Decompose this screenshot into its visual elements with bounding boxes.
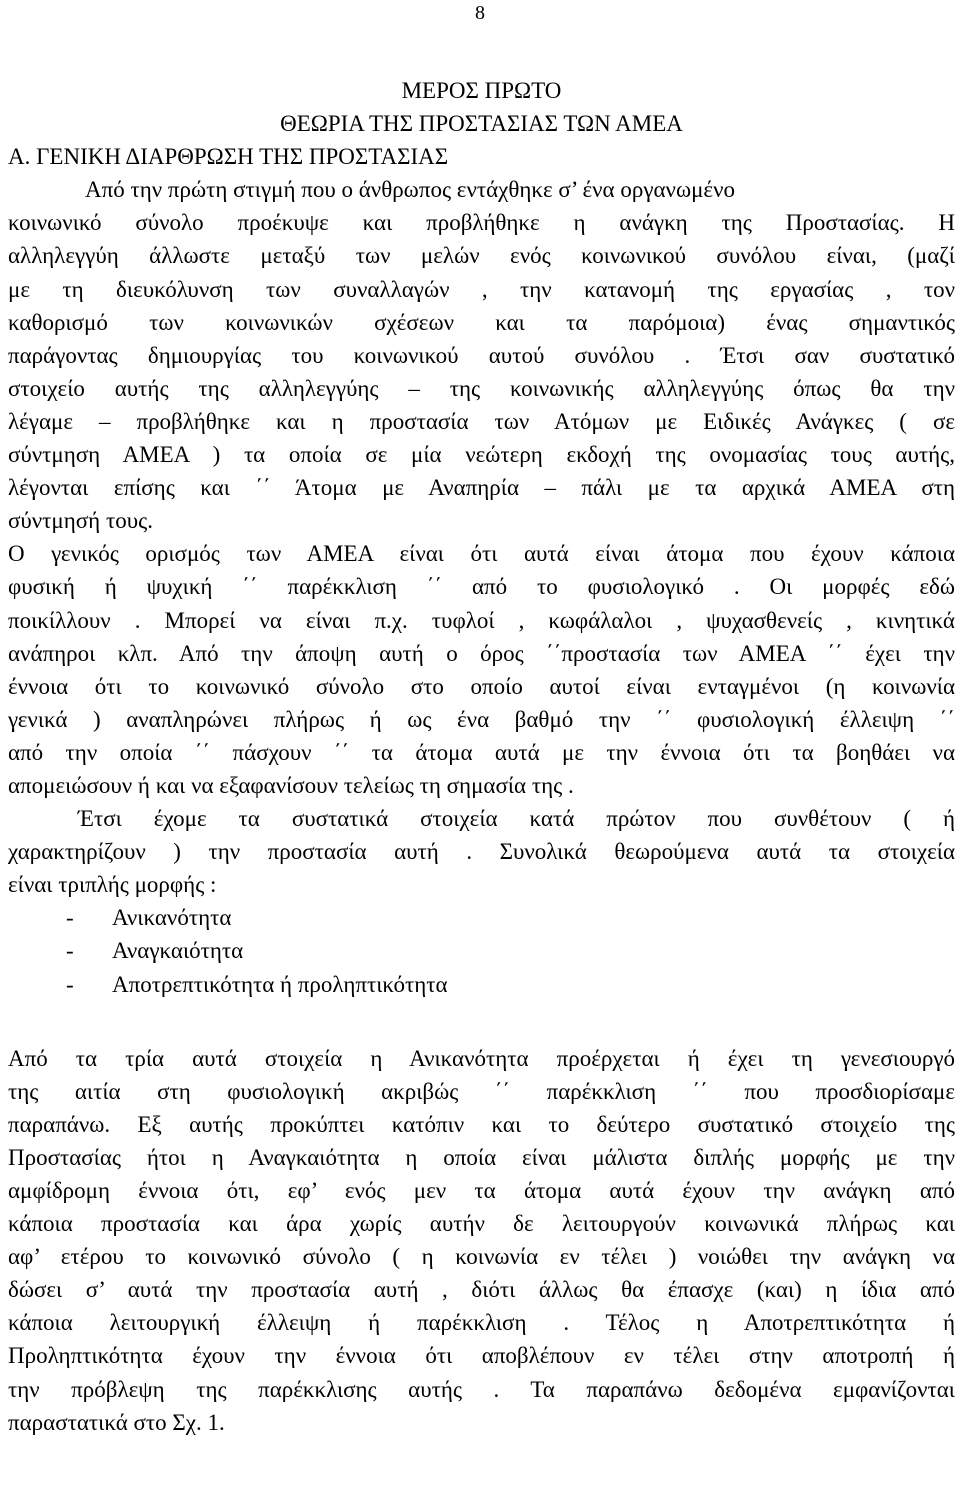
theory-title: ΘΕΩΡΙΑ ΤΗΣ ΠΡΟΣΤΑΣΙΑΣ ΤΩΝ ΑΜΕΑ <box>280 111 683 137</box>
paragraph-line: κάποια λειτουργική έλλειψη ή παρέκκλιση . Τέλος η Αποτρεπτικότητα ή <box>8 1310 955 1336</box>
paragraph-line: φυσική ή ψυχική ΄΄ παρέκκλιση ΄΄ από το φυσιολογικό . Οι μορφές εδώ <box>8 574 955 600</box>
paragraph-line: έννοια ότι το κοινωνικό σύνολο στο οποίο αυτοί είναι ενταγμένοι (η κοινωνία <box>8 673 955 699</box>
paragraph-line: αφ’ ετέρου το κοινωνικό σύνολο ( η κοινωνία εν τέλει ) νοιώθει την ανάγκη να <box>8 1244 955 1270</box>
section-title: Α. ΓΕΝΙΚΗ ΔΙΑΡΘΡΩΣΗ ΤΗΣ ΠΡΟΣΤΑΣΙΑΣ <box>8 144 449 170</box>
part-title: ΜΕΡΟΣ ΠΡΩΤΟ <box>401 78 562 103</box>
paragraph-line: αλληλεγγύη άλλωστε μεταξύ των μελών ενός κοινωνικού συνόλου είναι, (μαζί <box>8 243 955 269</box>
paragraph-line: κάποια προστασία και άρα χωρίς αυτήν δε λειτουργούν κοινωνικά πλήρως και <box>8 1211 955 1237</box>
paragraph-line: με τη διευκόλυνση των συναλλαγών , την κατανομή της εργασίας , τον <box>8 276 955 302</box>
document-content <box>8 74 955 1439</box>
paragraph-line: καθορισμό των κοινωνικών σχέσεων και τα παρόμοια) ένας σημαντικός <box>8 309 955 335</box>
paragraph-line: Έτσι έχομε τα συστατικά στοιχεία κατά πρώτον που συνθέτουν ( ή <box>78 806 955 832</box>
paragraph-line: σύντμηση ΑΜΕΑ ) τα οποία σε μία νεώτερη εκδοχή της ονομασίας τους αυτής, <box>8 442 955 468</box>
paragraph-line: Από τα τρία αυτά στοιχεία η Ανικανότητα προέρχεται ή έχει τη γενεσιουργό <box>8 1045 955 1071</box>
paragraph-line: παράγοντας δημιουργίας του κοινωνικού αυτού συνόλου . Έτσι σαν συστατικό <box>8 342 955 368</box>
paragraph-line: λέγαμε – προβλήθηκε και η προστασία των Ατόμων με Ειδικές Ανάγκες ( σε <box>8 408 955 434</box>
paragraph-introduction <box>8 173 955 537</box>
paragraph-line: ανάπηροι κλπ. Από την άποψη αυτή ο όρος ΄΄προστασία των ΑΜΕΑ ΄΄ έχει την <box>8 640 955 666</box>
paragraph-line: Προληπτικότητα έχουν την έννοια ότι αποβλέπουν εν τέλει στην αποτροπή ή <box>8 1343 955 1369</box>
paragraph-line: Από την πρώτη στιγμή που ο άνθρωπος εντάχθηκε σ’ ένα οργανωμένο <box>85 177 735 203</box>
list-item: - Αποτρεπτικότητα ή προληπτικότητα <box>8 968 955 1001</box>
paragraph-line: λέγονται επίσης και ΄΄ Άτομα με Αναπηρία – πάλι με τα αρχικά ΑΜΕΑ στη <box>8 475 955 501</box>
component-list <box>8 901 955 1000</box>
paragraph-line: σύντμησή τους. <box>8 508 153 534</box>
paragraph-line: Προστασίας ήτοι η Αναγκαιότητα η οποία είναι μάλιστα διπλής μορφής με την <box>8 1144 955 1170</box>
paragraph-line: της αιτία στη φυσιολογική ακριβώς ΄΄ παρέκκλιση ΄΄ που προσδιορίσαμε <box>8 1078 955 1104</box>
paragraph-line: χαρακτηρίζουν ) την προστασία αυτή . Συνολικά θεωρούμενα αυτά τα στοιχεία <box>8 839 955 865</box>
paragraph-line: παραπάνω. Εξ αυτής προκύπτει κατόπιν και το δεύτερο συστατικό στοιχείο της <box>8 1111 955 1137</box>
paragraph-line: παραστατικά στο Σχ. 1. <box>8 1409 225 1435</box>
paragraph-line: γενικά ) αναπληρώνει πλήρως ή ως ένα βαθμό την ΄΄ φυσιολογική έλλειψη ΄΄ <box>8 706 955 732</box>
paragraph-explanation <box>8 1042 955 1439</box>
list-item: - Ανικανότητα <box>8 901 955 934</box>
paragraph-line: δώσει σ’ αυτά την προστασία αυτή , διότι άλλως θα έπασχε (και) η ίδια από <box>8 1277 955 1303</box>
paragraph-spacer <box>8 1001 955 1042</box>
paragraph-definition <box>8 537 955 802</box>
list-item: - Αναγκαιότητα <box>8 934 955 967</box>
paragraph-line: απομειώσουν ή και να εξαφανίσουν τελείως τη σημασία της . <box>8 772 574 798</box>
paragraph-line: στοιχείο αυτής της αλληλεγγύης – της κοινωνικής αλληλεγγύης όπως θα την <box>8 375 955 401</box>
paragraph-line: την πρόβλεψη της παρέκκλισης αυτής . Τα παραπάνω δεδομένα εμφανίζονται <box>8 1376 955 1402</box>
paragraph-line: είναι τριπλής μορφής : <box>8 872 217 898</box>
paragraph-line: κοινωνικό σύνολο προέκυψε και προβλήθηκε η ανάγκη της Προστασίας. Η <box>8 210 955 236</box>
paragraph-components <box>8 802 955 901</box>
paragraph-line: Ο γενικός ορισμός των ΑΜΕΑ είναι ότι αυτά είναι άτομα που έχουν κάποια <box>8 541 955 567</box>
paragraph-line: αμφίδρομη έννοια ότι, εφ’ ενός μεν τα άτομα αυτά έχουν την ανάγκη από <box>8 1178 955 1203</box>
page-number: 8 <box>475 2 485 24</box>
paragraph-line: από την οποία ΄΄ πάσχουν ΄΄ τα άτομα αυτά με την έννοια ότι τα βοηθάει να <box>8 739 955 765</box>
paragraph-line: ποικίλλουν . Μπορεί να είναι π.χ. τυφλοί , κωφάλαλοι , ψυχασθενείς , κινητικά <box>8 607 955 633</box>
